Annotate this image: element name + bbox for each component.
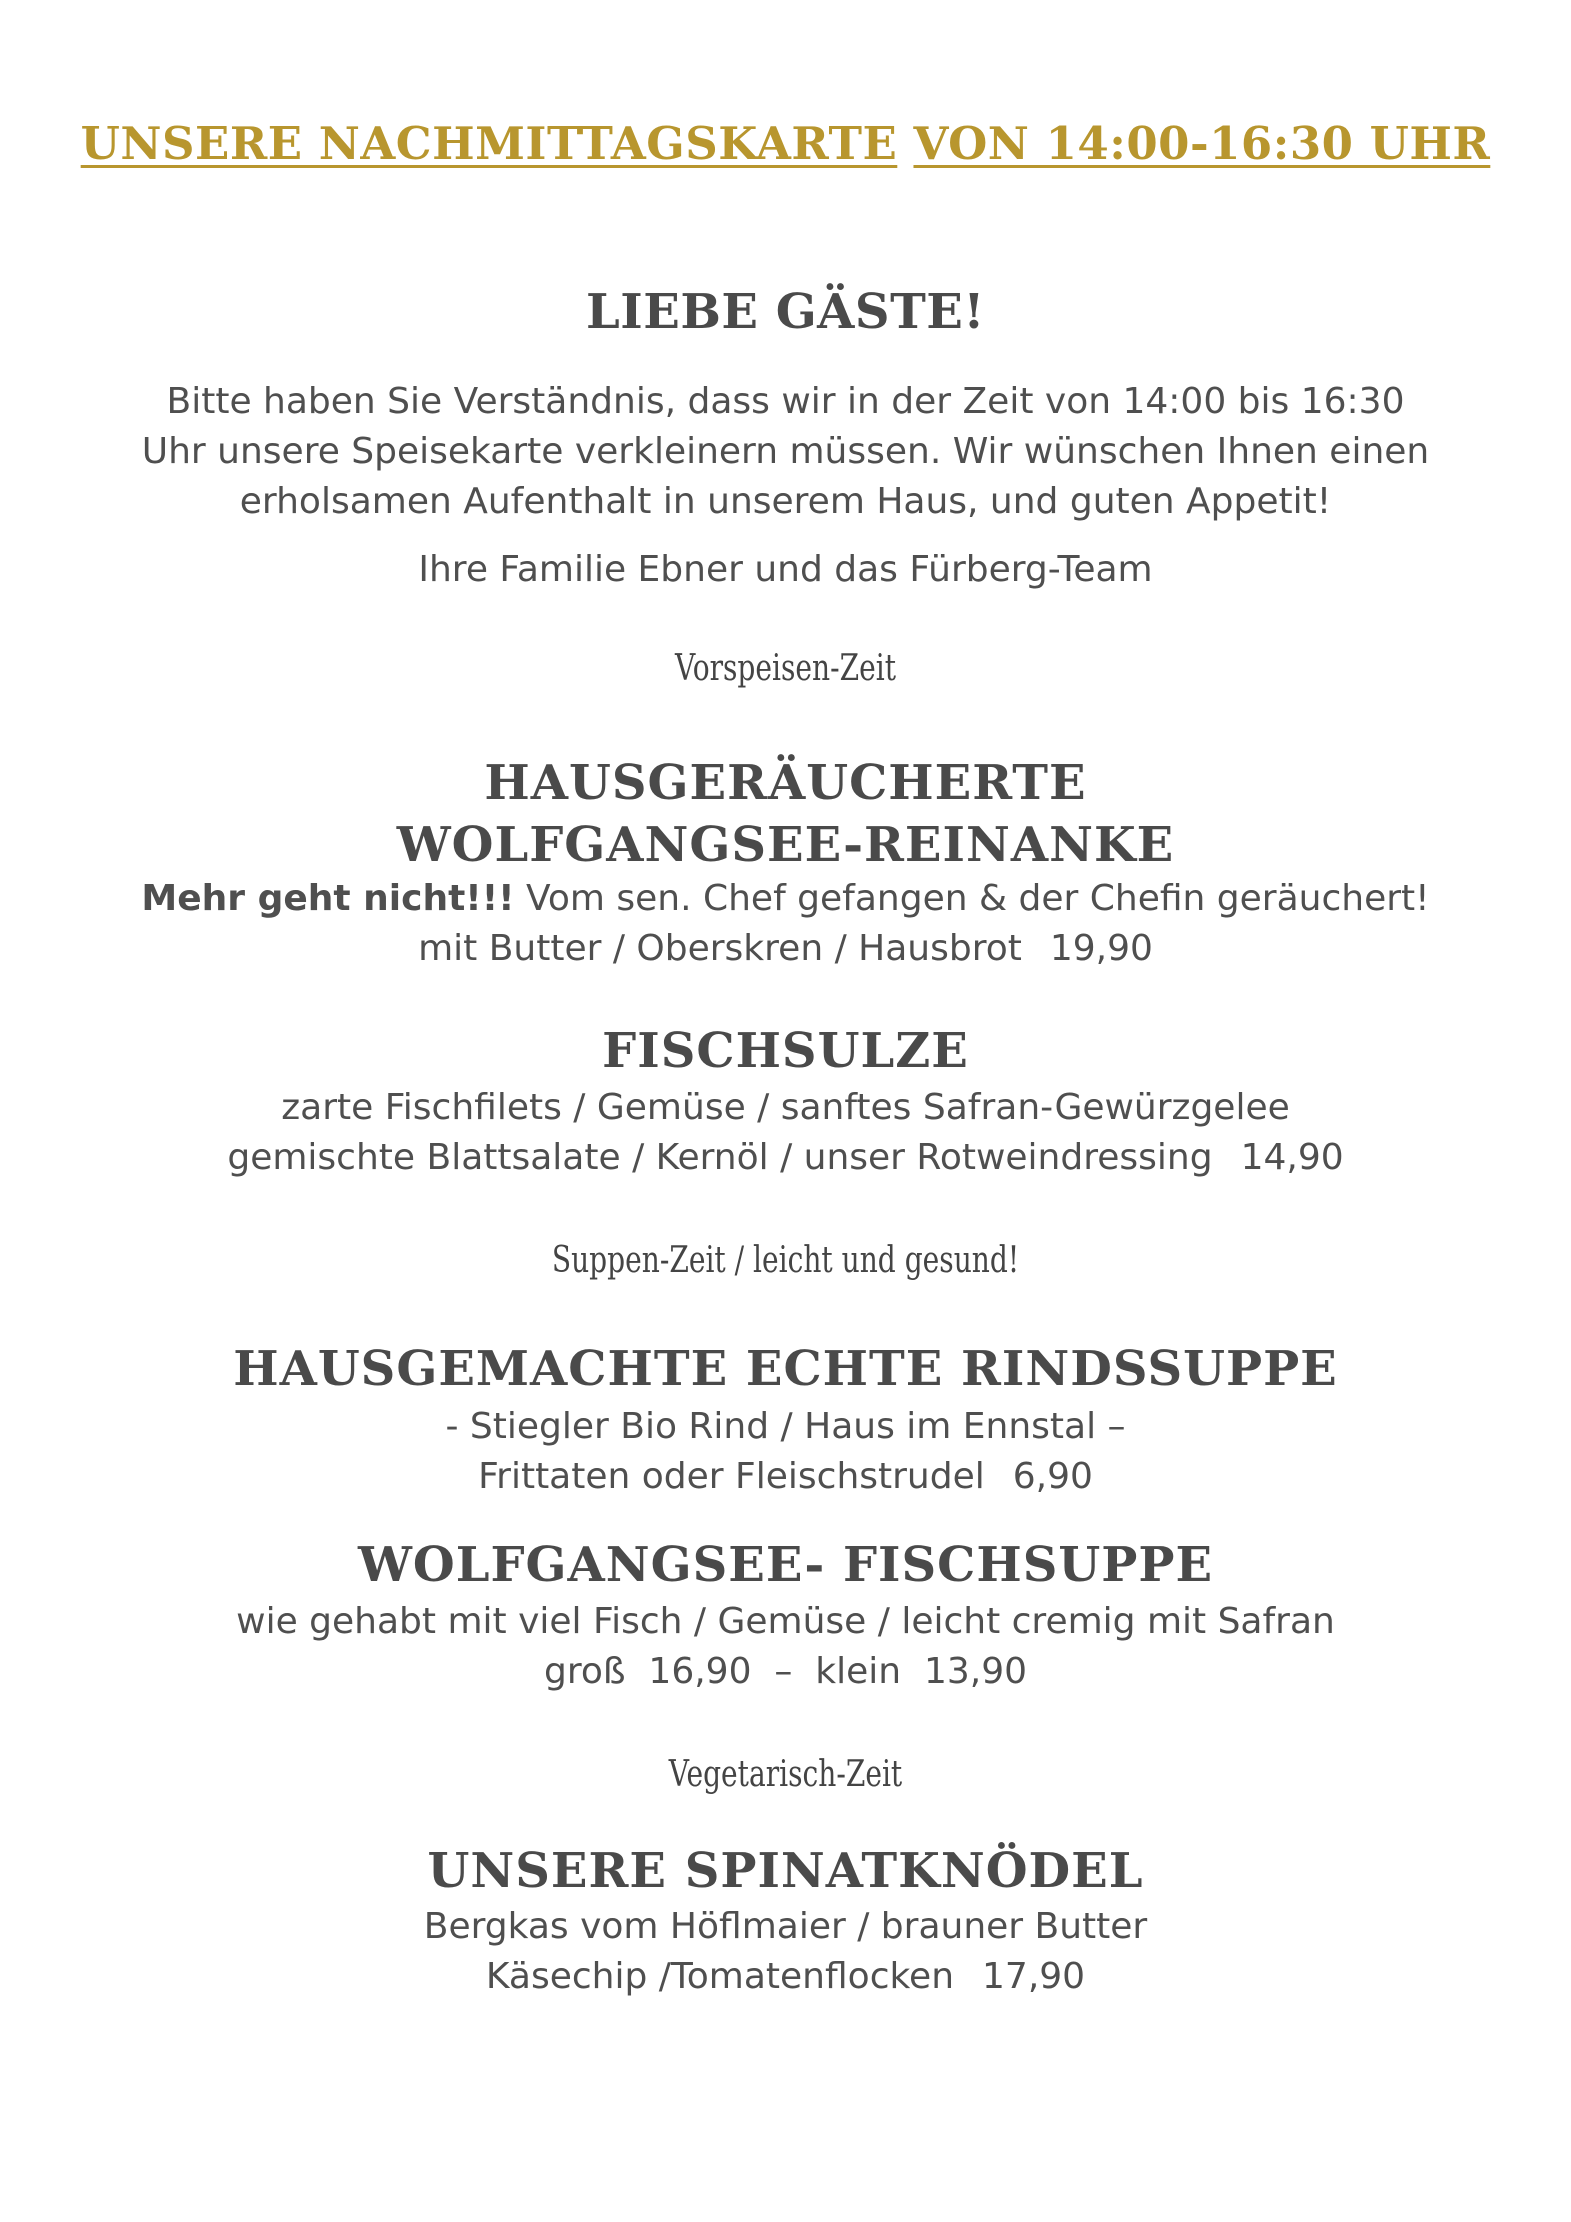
dish-desc-text: Käsechip /Tomatenflocken xyxy=(485,1956,955,1997)
dish-desc-line xyxy=(0,874,1571,924)
dish-desc-line xyxy=(0,1952,1571,2002)
dish-name-line: WOLFGANGSEE- FISCHSUPPE xyxy=(357,1537,1214,1593)
dish-name-rindssuppe xyxy=(0,1338,1571,1400)
dish-price: 6,90 xyxy=(1012,1456,1093,1497)
dish-desc-line: zarte Fischfilets / Gemüse / sanftes Safran-Gewürzgelee xyxy=(281,1087,1290,1128)
dish-name-fischsulze xyxy=(0,1020,1571,1082)
dish-desc-text: Frittaten oder Fleischstrudel xyxy=(478,1456,985,1497)
section-title-vorspeisen: Vorspeisen-Zeit xyxy=(674,648,897,689)
dish-desc-fischsuppe xyxy=(0,1597,1571,1697)
section-title-suppen: Suppen-Zeit / leicht und gesund! xyxy=(551,1240,1020,1281)
dish-desc-text: Vom sen. Chef gefangen & der Chefin geräuchert! xyxy=(514,878,1430,919)
dish-desc-reinanke xyxy=(0,874,1571,974)
dish-desc-line: - Stiegler Bio Rind / Haus im Ennstal – xyxy=(445,1406,1126,1447)
dish-desc-line xyxy=(0,1452,1571,1502)
dish-desc-text: mit Butter / Oberskren / Hausbrot xyxy=(418,928,1022,969)
dish-price: 19,90 xyxy=(1049,928,1153,969)
dish-name-line: WOLFGANGSEE-REINANKE xyxy=(396,817,1175,873)
greeting-line: Bitte haben Sie Verständnis, dass wir in der Zeit von 14:00 bis 16:30 xyxy=(166,381,1405,422)
dish-name-line: HAUSGEMACHTE ECHTE RINDSSUPPE xyxy=(233,1341,1338,1397)
section-title-vegetarisch: Vegetarisch-Zeit xyxy=(668,1754,903,1795)
dish-desc-rindssuppe xyxy=(0,1402,1571,1502)
dish-desc-line xyxy=(0,924,1571,974)
greeting-line: Uhr unsere Speisekarte verkleinern müssen. Wir wünschen Ihnen einen xyxy=(141,431,1430,472)
dish-name-fischsuppe xyxy=(0,1534,1571,1596)
dish-price: 14,90 xyxy=(1240,1137,1344,1178)
dish-name-reinanke xyxy=(0,752,1571,876)
dish-name-spinatknoedel xyxy=(0,1840,1571,1902)
greeting-line: erholsamen Aufenthalt in unserem Haus, und guten Appetit! xyxy=(239,481,1332,522)
dish-price: 17,90 xyxy=(982,1956,1086,1997)
dish-name-line: FISCHSULZE xyxy=(602,1023,969,1079)
greeting-text xyxy=(0,377,1571,527)
dish-name-line: UNSERE SPINATKNÖDEL xyxy=(427,1843,1144,1899)
dish-desc-line: Bergkas vom Höflmaier / brauner Butter xyxy=(423,1906,1148,1947)
dish-desc-fischsulze xyxy=(0,1083,1571,1183)
dish-highlight: Mehr geht nicht!!! xyxy=(141,878,515,919)
dish-desc-spinatknoedel xyxy=(0,1902,1571,2002)
menu-title xyxy=(0,112,1571,176)
dish-name-line: HAUSGERÄUCHERTE xyxy=(484,755,1087,811)
dish-desc-line xyxy=(0,1133,1571,1183)
dish-desc-text: gemischte Blattsalate / Kernöl / unser Rotweindressing xyxy=(227,1137,1213,1178)
dish-price-line: groß 16,90 – klein 13,90 xyxy=(543,1651,1028,1692)
title-line-2: VON 14:00-16:30 UHR xyxy=(913,117,1491,170)
greeting-signature: Ihre Familie Ebner und das Fürberg-Team xyxy=(418,549,1153,590)
dish-desc-line: wie gehabt mit viel Fisch / Gemüse / leicht cremig mit Safran xyxy=(236,1601,1335,1642)
greeting-heading: LIEBE GÄSTE! xyxy=(586,284,985,340)
title-line-1: UNSERE NACHMITTAGSKARTE xyxy=(80,117,898,170)
